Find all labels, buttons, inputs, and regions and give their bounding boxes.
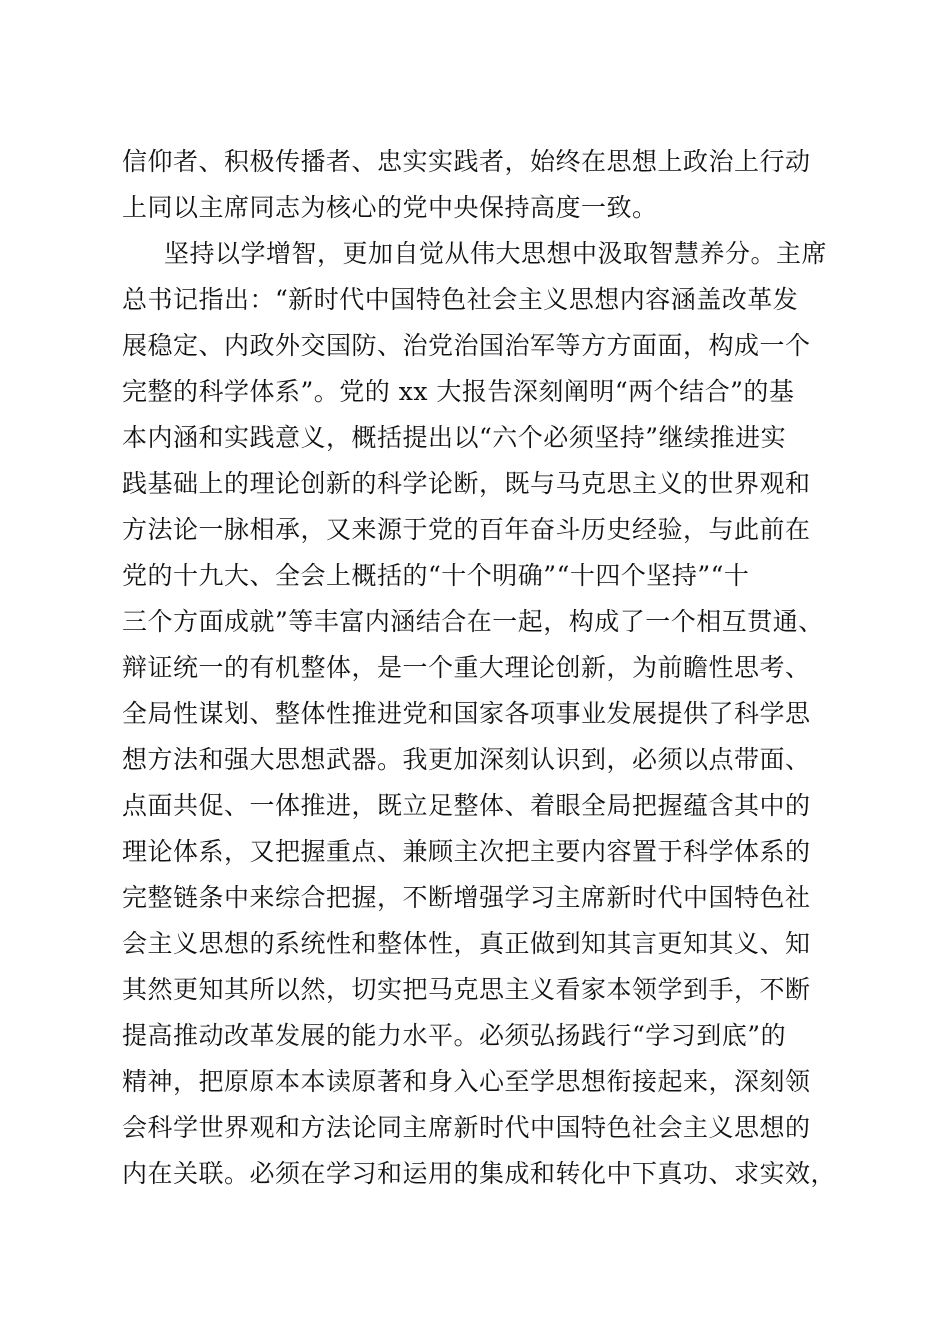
text-line: 理论体系，又把握重点、兼顾主次把主要内容置于科学体系的 [122, 837, 811, 866]
text-line: 信仰者、积极传播者、忠实实践者，始终在思想上政治上行动 [122, 147, 811, 176]
text-line: 展稳定、内政外交国防、治党治国治军等方方面面，构成一个 [122, 331, 811, 360]
text-line: 点面共促、一体推进，既立足整体、着眼全局把握蕴含其中的 [122, 791, 811, 820]
text-line: 辩证统一的有机整体，是一个重大理论创新，为前瞻性思考、 [122, 653, 811, 682]
text-line: 方法论一脉相承，又来源于党的百年奋斗历史经验，与此前在 [122, 515, 811, 544]
text-line: 本内涵和实践意义，概括提出以“六个必须坚持”继续推进实 [122, 423, 787, 452]
text-line: 全局性谋划、整体性推进党和国家各项事业发展提供了科学思 [122, 699, 811, 728]
text-line: 完整链条中来综合把握，不断增强学习主席新时代中国特色社 [122, 883, 811, 912]
paragraph-first-line: 坚持以学增智，更加自觉从伟大思想中汲取智慧养分。主席 [164, 239, 828, 268]
text-line: 想方法和强大思想武器。我更加深刻认识到，必须以点带面、 [122, 745, 811, 774]
text-line: 会科学世界观和方法论同主席新时代中国特色社会主义思想的 [122, 1113, 811, 1142]
text-line: 会主义思想的系统性和整体性，真正做到知其言更知其义、知 [122, 929, 811, 958]
text-line: 精神，把原原本本读原著和身入心至学思想衔接起来，深刻领 [122, 1067, 811, 1096]
text-line: 内在关联。必须在学习和运用的集成和转化中下真功、求实效， [122, 1159, 837, 1188]
text-line: 党的十九大、全会上概括的“十个明确”“十四个坚持”“十 [122, 561, 750, 590]
text-line: 上同以主席同志为核心的党中央保持高度一致。 [122, 193, 658, 222]
text-line: 其然更知其所以然，切实把马克思主义看家本领学到手，不断 [122, 975, 811, 1004]
text-line: 三个方面成就”等丰富内涵结合在一起，构成了一个相互贯通、 [122, 607, 824, 636]
text-line: 总书记指出：“新时代中国特色社会主义思想内容涵盖改革发 [122, 285, 799, 314]
text-line: 践基础上的理论创新的科学论断，既与马克思主义的世界观和 [122, 469, 811, 498]
text-line: 完整的科学体系”。党的 xx 大报告深刻阐明“两个结合”的基 [122, 377, 795, 406]
text-line: 提高推动改革发展的能力水平。必须弘扬践行“学习到底”的 [122, 1021, 787, 1050]
